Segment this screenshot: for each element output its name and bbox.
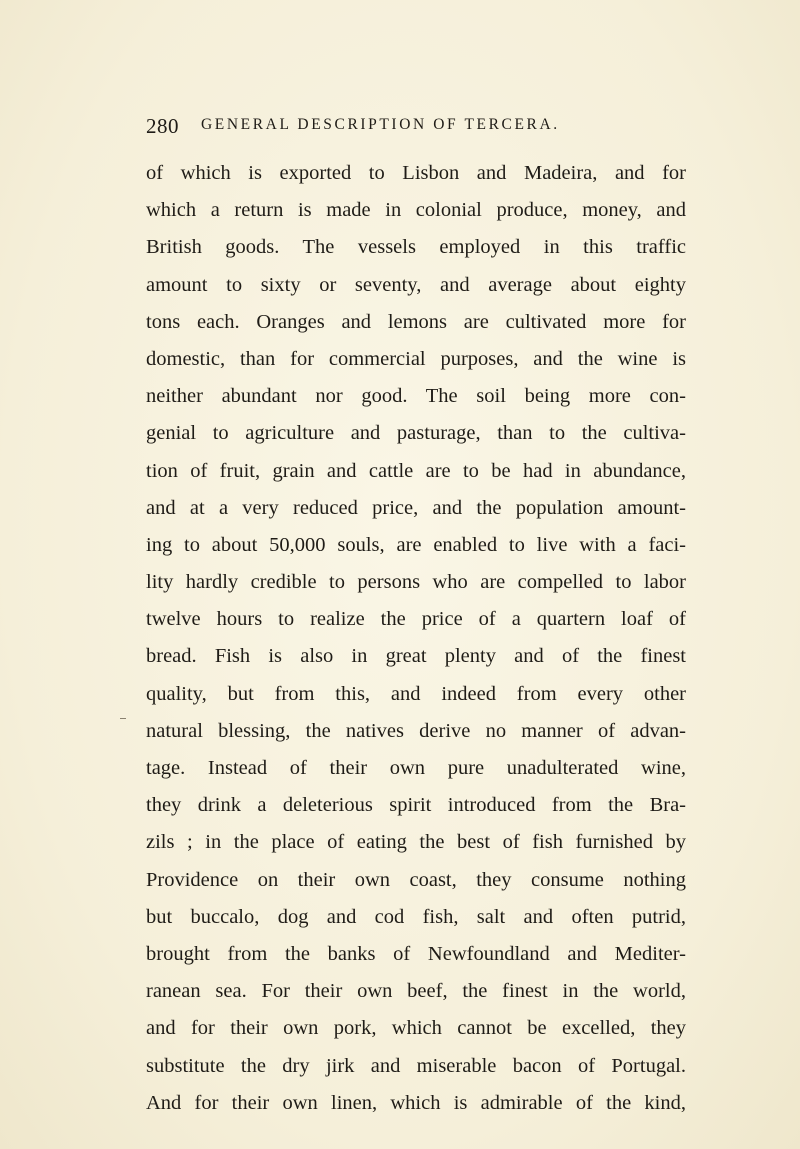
text-line: ranean sea. For their own beef, the finest in the world, xyxy=(146,980,686,1003)
text-line: and at a very reduced price, and the population amount- xyxy=(146,496,686,519)
text-line: genial to agriculture and pasturage, than to the cultiva- xyxy=(146,422,686,445)
text-line: natural blessing, the natives derive no manner of advan- xyxy=(146,719,686,742)
text-line: and for their own pork, which cannot be excelled, they xyxy=(146,1017,686,1040)
text-line: British goods. The vessels employed in this traffic xyxy=(146,236,686,259)
text-line: quality, but from this, and indeed from every other xyxy=(146,682,686,705)
text-line: bread. Fish is also in great plenty and of the finest xyxy=(146,645,686,668)
body-text xyxy=(146,155,686,1122)
running-title: GENERAL DESCRIPTION OF TERCERA. xyxy=(201,116,560,133)
text-line: but buccalo, dog and cod fish, salt and often putrid, xyxy=(146,905,686,928)
text-line: they drink a deleterious spirit introduced from the Bra- xyxy=(146,794,686,817)
margin-mark xyxy=(120,718,126,719)
text-line: which a return is made in colonial produce, money, and xyxy=(146,199,686,222)
text-line: zils ; in the place of eating the best of fish furnished by xyxy=(146,831,686,854)
page-number: 280 xyxy=(146,114,179,138)
text-line: Providence on their own coast, they consume nothing xyxy=(146,868,686,891)
text-line: tons each. Oranges and lemons are cultivated more for xyxy=(146,310,686,333)
text-line: ing to about 50,000 souls, are enabled to live with a faci- xyxy=(146,533,686,556)
text-line: substitute the dry jirk and miserable bacon of Portugal. xyxy=(146,1054,686,1077)
text-line: domestic, than for commercial purposes, and the wine is xyxy=(146,347,686,370)
text-line: tage. Instead of their own pure unadulterated wine, xyxy=(146,757,686,779)
text-line: twelve hours to realize the price of a quartern loaf of xyxy=(146,608,686,631)
text-line: brought from the banks of Newfoundland and Mediter- xyxy=(146,942,686,965)
page-header xyxy=(146,114,686,144)
text-line: And for their own linen, which is admirable of the kind, xyxy=(146,1091,686,1114)
text-line: amount to sixty or seventy, and average about eighty xyxy=(146,273,686,296)
text-line: neither abundant nor good. The soil being more con- xyxy=(146,385,686,408)
text-line: lity hardly credible to persons who are compelled to labor xyxy=(146,571,686,594)
text-line: tion of fruit, grain and cattle are to be had in abundance, xyxy=(146,459,686,482)
text-line: of which is exported to Lisbon and Madeira, and for xyxy=(146,162,686,184)
